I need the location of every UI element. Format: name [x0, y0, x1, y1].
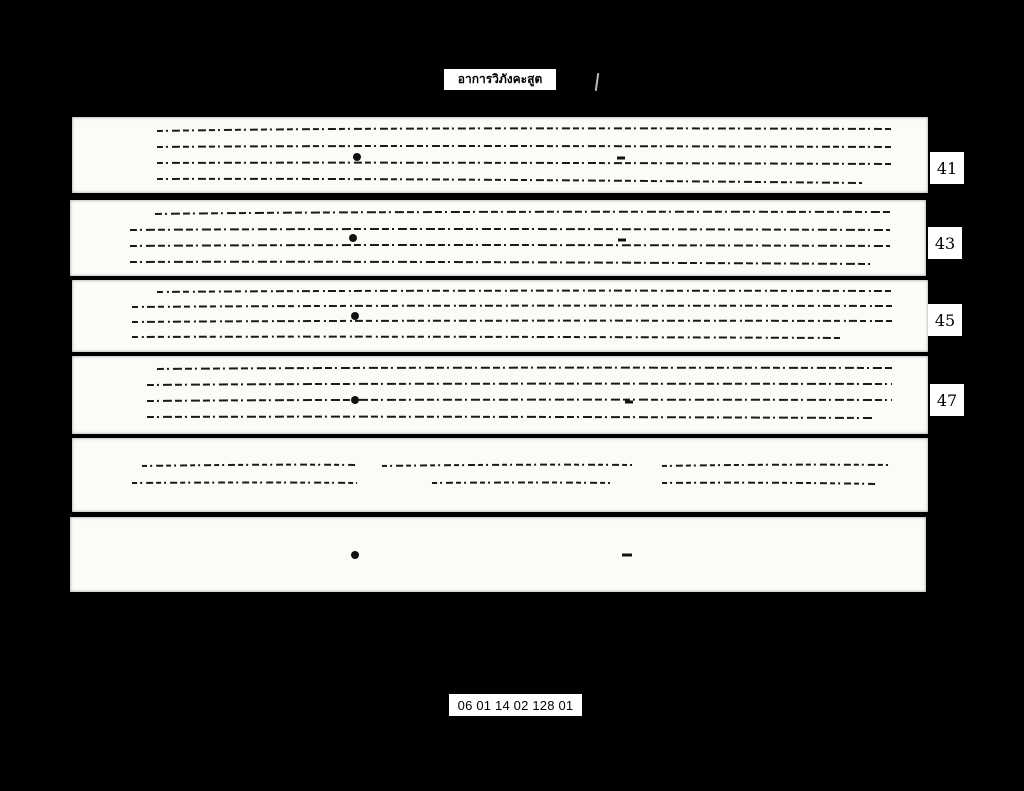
script-lines: [72, 356, 928, 434]
leaf-page-number: 45: [928, 304, 962, 336]
leaf-page-number: 47: [930, 384, 964, 416]
script-lines: [72, 280, 928, 352]
palm-leaf-2: [70, 200, 926, 276]
leaf-page-number: 41: [930, 152, 964, 184]
palm-leaf-1: [72, 117, 928, 193]
document-title-label: อาการวิภังคะสูต: [444, 69, 556, 90]
palm-leaf-4: [72, 356, 928, 434]
script-lines: [70, 200, 926, 276]
palm-leaf-6: [70, 517, 926, 592]
palm-leaf-3: [72, 280, 928, 352]
palm-leaf-5: [72, 438, 928, 512]
archive-reference-code: 06 01 14 02 128 01: [449, 694, 582, 716]
leaf-page-number: 43: [928, 227, 962, 259]
script-lines: [72, 117, 928, 193]
margin-mark: [595, 73, 599, 91]
leaf-marks: [70, 517, 926, 592]
script-lines: [72, 438, 928, 512]
